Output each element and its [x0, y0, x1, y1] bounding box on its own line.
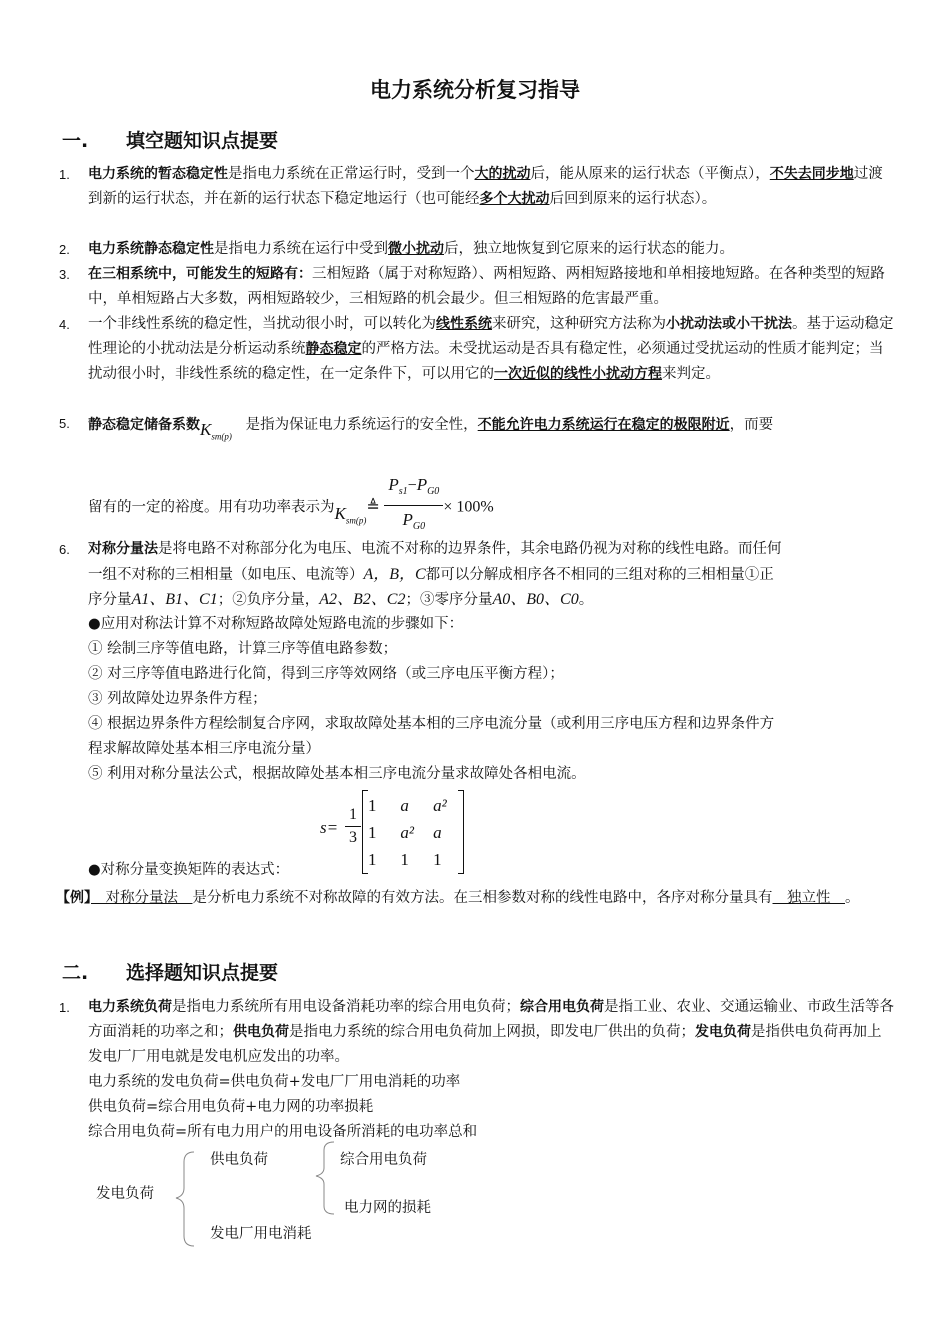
text: 来判定。: [662, 366, 720, 382]
tree-branch-1: 供电负荷: [210, 1152, 268, 1168]
item-number: 3.: [59, 267, 70, 282]
equation-3: 综合用电负荷=所有电力用户的用电设备所消耗的电功率总和: [88, 1124, 478, 1140]
text: 都可以分解成相序各不相同的三组对称的三相相量①正: [425, 567, 774, 583]
term: 电力系统的暂态稳定性: [88, 166, 228, 182]
matrix-cell: a: [433, 822, 442, 842]
example-tag: 【例】: [56, 890, 91, 906]
term: 供电负荷: [233, 1024, 289, 1040]
text: 是指电力系统在正常运行时，受到一个: [228, 166, 475, 182]
tree-branch-2: 发电厂用电消耗: [210, 1226, 312, 1242]
list-item-6: [59, 537, 894, 562]
text: 。基于运动稳定性理论的小扰动法是分析运动系统: [88, 316, 894, 357]
section-number: 一.: [62, 130, 89, 152]
text: 是将电路不对称部分化为电压、电流不对称的边界条件，其余电路仍视为对称的线性电路。而任何: [158, 541, 782, 557]
step-1: ① 绘制三序等值电路，计算三序等值电路参数；: [88, 641, 398, 657]
text: 是指电力系统的综合用电负荷加上网损，即发电厂供出的负荷；: [289, 1024, 695, 1040]
item-number: 1.: [59, 1000, 70, 1015]
matrix-brackets: [362, 790, 464, 874]
negative-sequence: A2、B2、C2: [319, 591, 406, 608]
term: 对称分量法: [88, 541, 158, 557]
matrix-cell: 1: [368, 822, 377, 842]
text: 后，能从原来的运行状态（平衡点），: [530, 166, 770, 182]
list-item-3: [59, 262, 894, 312]
percent-factor: × 100%: [443, 498, 494, 516]
text: 。: [578, 592, 594, 608]
key-phrase: 多个大扰动: [479, 191, 550, 207]
text: 是指为保证电力系统运行的安全性，: [245, 417, 478, 433]
page-title: 电力系统分析复习指导: [370, 78, 580, 102]
list-item-2: [59, 237, 894, 262]
item-number: 1.: [59, 167, 70, 182]
symmetric-component-matrix: [367, 792, 463, 873]
text: 留有的一定的裕度。用有功功率表示为: [88, 499, 335, 516]
text: 一个非线性系统的稳定性，当扰动很小时，可以转化为: [88, 316, 436, 332]
text: ；②负序分量，: [217, 592, 320, 608]
positive-sequence: A1、B1、C1: [131, 591, 218, 608]
term: 发电负荷: [695, 1024, 751, 1040]
matrix-cell: 1: [400, 849, 409, 869]
tree-root: 发电负荷: [96, 1186, 154, 1202]
list-item-s2-1: [59, 995, 894, 1070]
text: 序分量: [88, 592, 132, 608]
text: 后回到原来的运行状态）。: [549, 191, 717, 207]
answer-blank: 立性: [801, 890, 845, 906]
section-number: 二.: [62, 962, 89, 984]
one-third-fraction: 1 3: [345, 804, 361, 849]
list-item-5: [59, 411, 894, 443]
item-6-line-3: [88, 587, 894, 613]
item-number: 4.: [59, 317, 70, 332]
text: 是指供电负荷再加上发电厂厂用电就是发电机应发出的功率。: [88, 1024, 882, 1065]
k-symbol: $K_{sm(p)}$: [200, 420, 232, 442]
text: 。: [845, 890, 860, 906]
text: 是指电力系统所有用电设备消耗功率的综合用电负荷；: [172, 999, 520, 1015]
key-phrase: 大的扰动: [474, 166, 531, 182]
key-phrase: 不能允许电力系统运行在稳定的极限附近: [477, 417, 730, 433]
text: 过渡到新的运行状态，并在新的运行状态下稳定地运行（也可能经: [88, 166, 883, 207]
section-heading-2: [62, 958, 278, 985]
s-equals: s=: [320, 818, 339, 837]
key-phrase: 静态稳定: [305, 341, 362, 357]
step-4-cont: 程求解故障处基本相三序电流分量）: [88, 741, 320, 757]
text: 的严格方法。未受扰运动是否具有稳定性，必须通过受扰运动的性质才能判定；当扰动很小时，非线性系统的稳定性，在一定条件下，可以用它的: [88, 341, 884, 382]
matrix-cell: 1: [433, 849, 442, 869]
key-phrase: 一次近似的线性小扰动方程: [494, 366, 662, 382]
definition-sign: ≜: [366, 498, 380, 516]
key-phrase: 线性系统: [436, 316, 492, 332]
equation-2: 供电负荷=综合用电负荷+电力网的功率损耗: [88, 1099, 374, 1115]
section-heading-1: [62, 126, 278, 153]
text: ；③零序分量: [405, 592, 493, 608]
text: 三相短路（属于对称短路）、两相短路、两相短路接地和单相接地短路。在各种类型的短路中，单相短路占大多数，两相短路较少，三相短路的机会最少。但三相短路的危害最严重。: [88, 266, 885, 307]
tree-leaf-1: 综合用电负荷: [340, 1152, 427, 1168]
text: 是分析电力系统不对称故障的有效方法。在三相参数对称的线性电路中，各序对称分量具有: [192, 890, 773, 906]
term: 小扰动法或小干扰法: [666, 316, 792, 332]
text: ，而要: [729, 417, 774, 433]
matrix-cell: 1: [368, 849, 377, 869]
key-phrase: 微小扰动: [388, 241, 444, 257]
zero-sequence: A0、B0、C0: [492, 591, 579, 608]
brace-1-icon: [170, 1150, 200, 1250]
list-item-4: [59, 312, 894, 387]
text: 是指工业、农业、交通运输业、市政生活等各方面消耗的功率之和；: [88, 999, 894, 1040]
text: 后，独立地恢复到它原来的运行状态的能力。: [444, 241, 734, 257]
step-3: ③ 列故障处边界条件方程；: [88, 691, 267, 707]
example-paragraph: [56, 885, 896, 911]
answer-blank: 独: [772, 890, 802, 906]
equation-1: 电力系统的发电负荷=供电负荷+发电厂厂用电消耗的功率: [88, 1074, 461, 1090]
item-number: 5.: [59, 416, 70, 431]
item-number: 6.: [59, 542, 70, 557]
phasor-set: A，B，C: [363, 566, 426, 583]
matrix-cell: a²: [433, 795, 447, 815]
matrix-cell: a: [400, 795, 409, 815]
text: 是指电力系统在运行中受到: [214, 241, 388, 257]
term: 电力系统静态稳定性: [88, 241, 214, 257]
term: 综合用电负荷: [520, 999, 604, 1015]
term: 在三相系统中，可能发生的短路有：: [88, 266, 312, 282]
list-item-1: [59, 162, 894, 212]
section-title: 选择题知识点提要: [126, 962, 279, 984]
k-symbol: $K_{sm(p)}$: [334, 504, 367, 526]
term: 静态稳定储备系数: [88, 417, 200, 433]
text: 来研究，这种研究方法称为: [492, 316, 666, 332]
step-5: ⑤ 利用对称分量法公式，根据故障处基本相三序电流分量求故障处各相电流。: [88, 766, 586, 782]
stability-fraction: $\frac{P_{s1}-P_{G0}}{P_{G0}}$: [384, 472, 443, 539]
steps-title: ●应用对称法计算不对称短路故障处短路电流的步骤如下：: [88, 616, 464, 632]
answer-blank: 对称分量法: [91, 890, 193, 906]
matrix-cell: 1: [368, 795, 377, 815]
brace-2-icon: [310, 1140, 340, 1220]
tree-leaf-2: 电力网的损耗: [344, 1200, 431, 1216]
item-6-line-2: [88, 562, 894, 588]
step-4: ④ 根据边界条件方程绘制复合序网，求取故障处基本相的三序电流分量（或利用三序电压方程和边界条件方: [88, 716, 775, 732]
text: 一组不对称的三相相量（如电压、电流等）: [88, 567, 364, 583]
step-2: ② 对三序等值电路进行化简，得到三序等效网络（或三序电压平衡方程）；: [88, 666, 564, 682]
key-phrase: 不失去同步地: [769, 166, 854, 182]
stability-formula-line: [88, 474, 894, 541]
item-number: 2.: [59, 242, 70, 257]
term: 电力系统负荷: [88, 999, 172, 1015]
section-title: 填空题知识点提要: [126, 130, 279, 152]
matrix-label: ●对称分量变换矩阵的表达式：: [88, 862, 290, 878]
matrix-cell: a²: [400, 822, 414, 842]
